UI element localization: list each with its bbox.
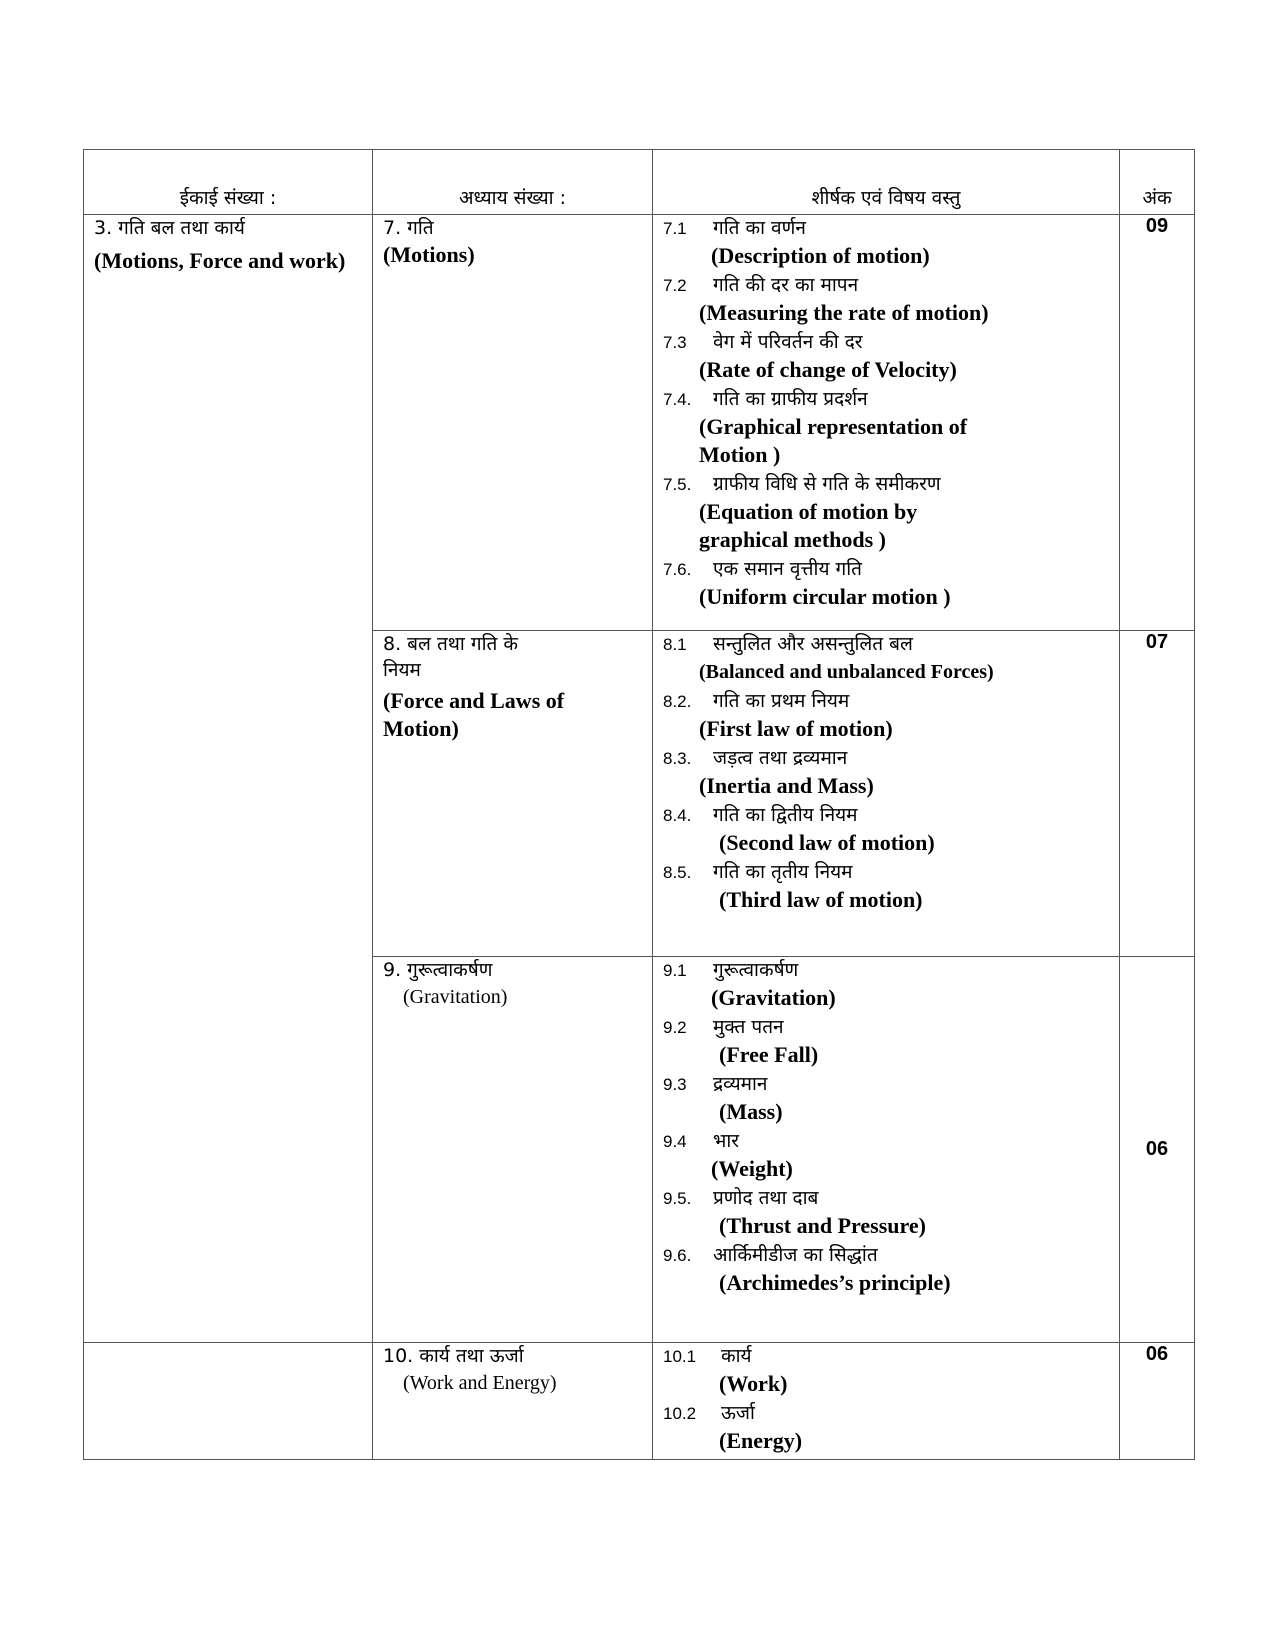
chapter-cell bbox=[373, 957, 653, 1343]
header-row bbox=[84, 150, 1195, 215]
chapter-cell bbox=[373, 631, 653, 957]
topic-item: 7.4. गति का ग्राफीय प्रदर्शन (Graphical representation of Motion ) bbox=[663, 388, 968, 467]
topic-item: 9.3 द्रव्यमान (Mass) bbox=[663, 1073, 783, 1124]
topic-item: 7.3 वेग में परिवर्तन की दर (Rate of change of Velocity) bbox=[663, 331, 957, 382]
table-row bbox=[84, 1343, 1195, 1460]
topic-item: 9.1 गुरूत्वाकर्षण (Gravitation) bbox=[663, 959, 836, 1010]
marks-cell: 06 bbox=[1120, 957, 1195, 1343]
topic-item: 10.2 ऊर्जा (Energy) bbox=[663, 1402, 803, 1453]
topic-item: 7.1 गति का वर्णन (Description of motion) bbox=[663, 217, 930, 268]
syllabus-table bbox=[83, 149, 1195, 1460]
chapter-english: (Gravitation) bbox=[403, 986, 508, 1008]
chapter-english: (Force and Laws of Motion) bbox=[383, 688, 565, 741]
content-cell bbox=[653, 1343, 1120, 1460]
topic-item: 8.2. गति का प्रथम नियम (First law of motion) bbox=[663, 690, 893, 741]
header-chapter: अध्याय संख्या : bbox=[373, 150, 653, 215]
chapter-hindi: 7. गति bbox=[383, 217, 434, 239]
content-cell bbox=[653, 957, 1120, 1343]
chapter-cell bbox=[373, 215, 653, 631]
table-row bbox=[84, 215, 1195, 631]
content-cell bbox=[653, 215, 1120, 631]
unit-hindi: 3. गति बल तथा कार्य bbox=[94, 217, 245, 239]
chapter-cell bbox=[373, 1343, 653, 1460]
topic-item: 9.6. आर्किमीडीज का सिद्धांत (Archimedes’s principle) bbox=[663, 1244, 951, 1295]
topic-item: 9.2 मुक्त पतन (Free Fall) bbox=[663, 1016, 819, 1067]
topic-item: 7.6. एक समान वृत्तीय गति (Uniform circular motion ) bbox=[663, 558, 951, 609]
unit-cell bbox=[84, 215, 373, 1343]
chapter-english: (Work and Energy) bbox=[403, 1372, 557, 1394]
topic-item: 8.4. गति का द्वितीय नियम (Second law of motion) bbox=[663, 804, 935, 855]
marks-cell: 07 bbox=[1120, 631, 1195, 957]
unit-english: (Motions, Force and work) bbox=[94, 248, 346, 273]
unit-cell-empty bbox=[84, 1343, 373, 1460]
content-cell bbox=[653, 631, 1120, 957]
marks-cell: 06 bbox=[1120, 1343, 1195, 1460]
topic-item: 10.1 कार्य (Work) bbox=[663, 1345, 788, 1396]
chapter-english: (Motions) bbox=[383, 242, 475, 267]
topic-item: 9.4 भार (Weight) bbox=[663, 1130, 793, 1181]
header-unit: ईकाई संख्या : bbox=[84, 150, 373, 215]
chapter-hindi: 10. कार्य तथा ऊर्जा bbox=[383, 1345, 524, 1367]
marks-cell: 09 bbox=[1120, 215, 1195, 631]
header-content: शीर्षक एवं विषय वस्तु bbox=[653, 150, 1120, 215]
header-marks: अंक bbox=[1120, 150, 1195, 215]
topic-item: 8.3. जड़त्व तथा द्रव्यमान (Inertia and Mass) bbox=[663, 747, 874, 798]
chapter-hindi: 9. गुरूत्वाकर्षण bbox=[383, 959, 493, 981]
chapter-hindi: 8. बल तथा गति के नियम bbox=[383, 633, 518, 681]
topic-item: 7.5. ग्राफीय विधि से गति के समीकरण (Equation of motion by graphical methods ) bbox=[663, 473, 941, 552]
topic-item: 9.5. प्रणोद तथा दाब (Thrust and Pressure) bbox=[663, 1187, 926, 1238]
topic-item: 7.2 गति की दर का मापन (Measuring the rate of motion) bbox=[663, 274, 989, 325]
topic-item: 8.1 सन्तुलित और असन्तुलित बल (Balanced and unbalanced Forces) bbox=[663, 633, 994, 683]
topic-item: 8.5. गति का तृतीय नियम (Third law of motion) bbox=[663, 861, 923, 912]
